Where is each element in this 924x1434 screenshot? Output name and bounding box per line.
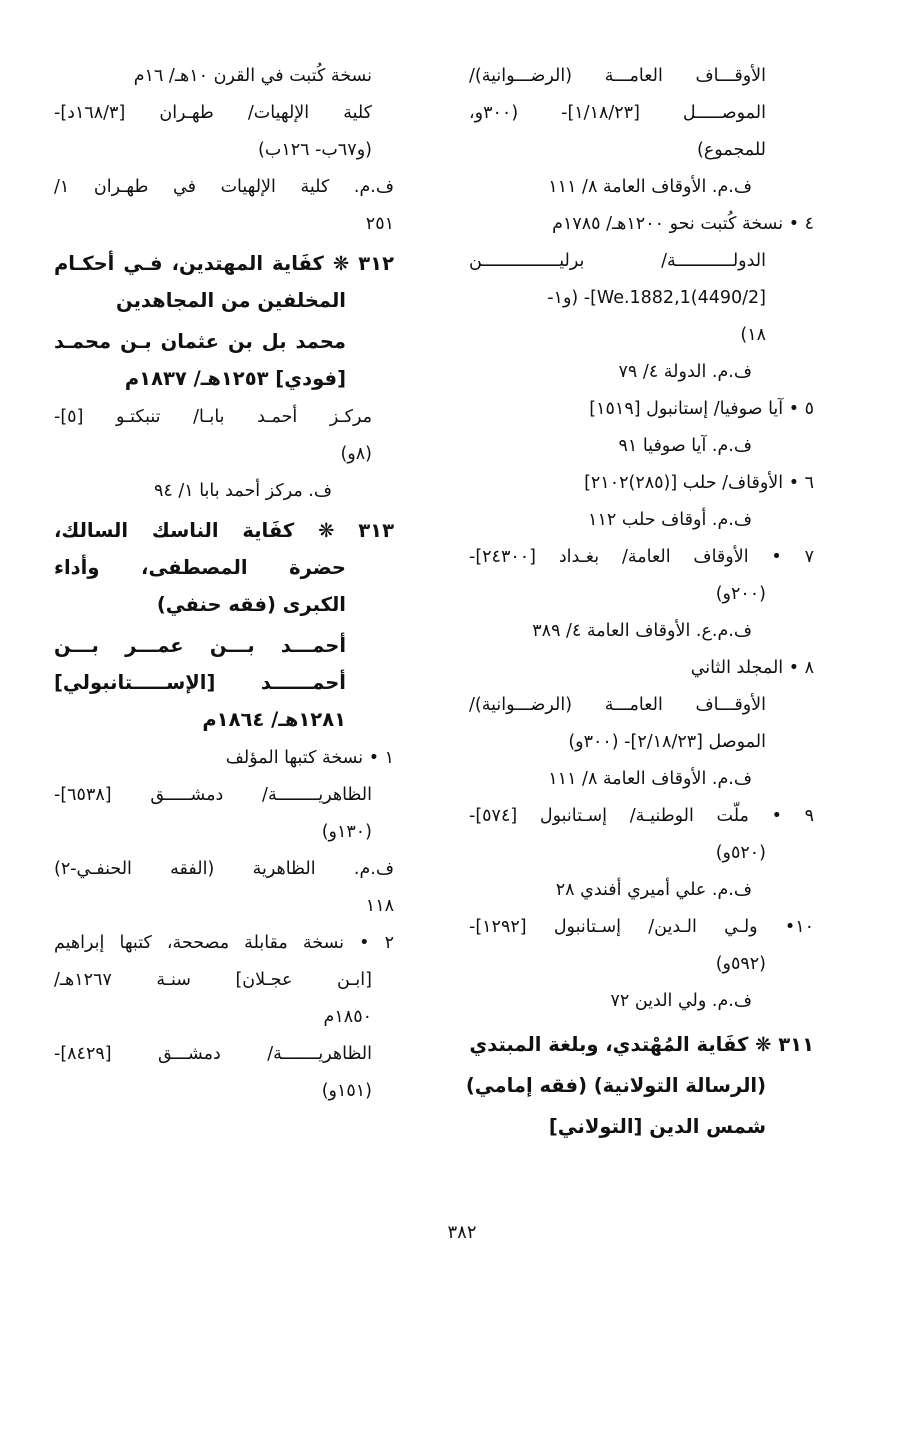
- left-column-line: أحمـــد بـــن عمـــر بـــن: [54, 634, 346, 657]
- left-column-line: (١٣٠و): [321, 822, 372, 842]
- right-column-line: ١٠• ولـي الـدين/ إسـتانبول [١٢٩٢]-: [469, 917, 814, 937]
- right-column-line: ف.م. أوقاف حلب ١١٢: [588, 510, 752, 530]
- right-column-line: ف.م. آيا صوفيا ٩١: [618, 436, 752, 456]
- left-column-line: (٨و): [340, 444, 372, 464]
- right-column-line: ف.م. ولي الدين ٧٢: [610, 991, 752, 1011]
- left-column-line: كلية الإلهيات/ طهـران [١٦٨/٣د]-: [54, 103, 372, 123]
- right-column-line: ٨ • المجلد الثاني: [690, 658, 814, 678]
- right-column-line: الموصل [٢/١٨/٢٣]- (٣٠٠و): [568, 732, 766, 752]
- left-column-line: [فودي] ١٢٥٣هـ/ ١٨٣٧م: [124, 367, 346, 390]
- right-column-line: ٤ • نسخة كُتبت نحو ١٢٠٠هـ/ ١٧٨٥م: [552, 214, 814, 234]
- right-column-line: (٢٠٠و): [715, 584, 766, 604]
- left-column-line: ف. مركز أحمد بابا ١/ ٩٤: [153, 481, 332, 501]
- left-column-line: المخلفين من المجاهدين: [116, 289, 346, 312]
- right-column-line: ف.م. الأوقاف العامة ٨/ ١١١: [548, 177, 752, 197]
- left-column-line: (و٦٧ب- ١٢٦ب): [258, 140, 372, 160]
- right-column-line: ٧ • الأوقاف العامة/ بغـداد [٢٤٣٠٠]-: [469, 547, 814, 567]
- right-column: [465, 58, 814, 1147]
- left-column-line: ف.م. الظاهرية (الفقه الحنفـي-٢): [54, 859, 394, 879]
- right-column-line: الأوقـــاف العامـــة (الرضـــوانية)/: [469, 695, 766, 715]
- left-column-line: نسخة كُتبت في القرن ١٠هـ/ ١٦م: [133, 66, 372, 86]
- left-column-line: ٢٥١: [365, 214, 394, 234]
- right-column-line: ف.م.ع. الأوقاف العامة ٤/ ٣٨٩: [532, 621, 752, 641]
- right-column-line: ٦ • الأوقاف/ حلب [(٢٨٥)٢١٠٢]: [584, 473, 814, 493]
- left-column-line: (١٥١و): [321, 1081, 372, 1101]
- left-column-line: [ابـن عجـلان] سنـة ١٢٦٧هـ/: [54, 970, 372, 990]
- left-column-line: الكبرى (فقه حنفي): [156, 593, 346, 616]
- right-column-line: الدولـــــــــــة/ برليـــــــــــــــن: [469, 251, 766, 271]
- right-column-line: (٥٩٢و): [715, 954, 766, 974]
- right-column-line: الموصـــــل [١/١٨/٢٣]- (٣٠٠و،: [469, 103, 766, 123]
- left-column-line: ٣١٢ ❋ كفَاية المهتدين، فـي أحكـام: [54, 252, 394, 275]
- left-column-line: ١٢٨١هـ/ ١٨٦٤م: [202, 708, 346, 731]
- entry-heading-line: ٣١١ ❋ كفَاية المُهْتدي، وبلغة المبتدي: [469, 1033, 814, 1056]
- right-column-line: ٥ • آيا صوفيا/ إستانبول [١٥١٩]: [589, 399, 814, 419]
- right-column-line: [4490/2)We.1882,1]- (و١-: [547, 288, 766, 308]
- left-column-line: ١ • نسخة كتبها المؤلف: [225, 748, 394, 768]
- left-column-line: الظاهريـــــــة/ دمشـــق [٨٤٢٩]-: [54, 1044, 372, 1064]
- left-column-line: ٣١٣ ❋ كفَاية الناسك السالك،: [54, 519, 394, 542]
- right-column-line: ف.م. الدولة ٤/ ٧٩: [618, 362, 752, 382]
- left-column-line: أحمــــــد [الإســـــتانبولي]: [54, 671, 346, 694]
- right-column-line: ف.م. الأوقاف العامة ٨/ ١١١: [548, 769, 752, 789]
- right-column-line: ٩ • ملّت الوطنيـة/ إسـتانبول [٥٧٤]-: [469, 806, 814, 826]
- right-column-line: (٥٢٠و): [715, 843, 766, 863]
- right-column-line: ١٨): [740, 325, 766, 345]
- entry-heading-line: (الرسالة التولانية) (فقه إمامي): [465, 1074, 766, 1097]
- left-column-line: مركـز أحمـد بابـا/ تنبكتـو [٥]-: [54, 407, 372, 427]
- left-column-line: حضرة المصطفى، وأداء: [54, 556, 346, 579]
- left-column-line: ٢ • نسخة مقابلة مصححة، كتبها إبراهيم: [54, 933, 394, 953]
- left-column-line: الظاهريــــــــة/ دمشـــــق [٦٥٣٨]-: [54, 785, 372, 805]
- left-column-line: ١٨٥٠م: [323, 1007, 372, 1027]
- entry-heading-line: شمس الدين [التولاني]: [548, 1115, 766, 1138]
- left-column-line: محمد بل بن عثمان بـن محمـد: [54, 330, 346, 353]
- right-column-line: الأوقـــاف العامـــة (الرضـــوانية)/: [469, 66, 766, 86]
- right-column-line: للمجموع): [697, 140, 766, 160]
- left-column: [54, 58, 394, 1110]
- page-number: ٣٨٢: [447, 1222, 477, 1243]
- left-column-line: ١١٨: [365, 896, 394, 916]
- right-column-line: ف.م. علي أميري أفندي ٢٨: [555, 880, 752, 900]
- left-column-line: ف.م. كلية الإلهيات في طهـران ١/: [54, 177, 394, 197]
